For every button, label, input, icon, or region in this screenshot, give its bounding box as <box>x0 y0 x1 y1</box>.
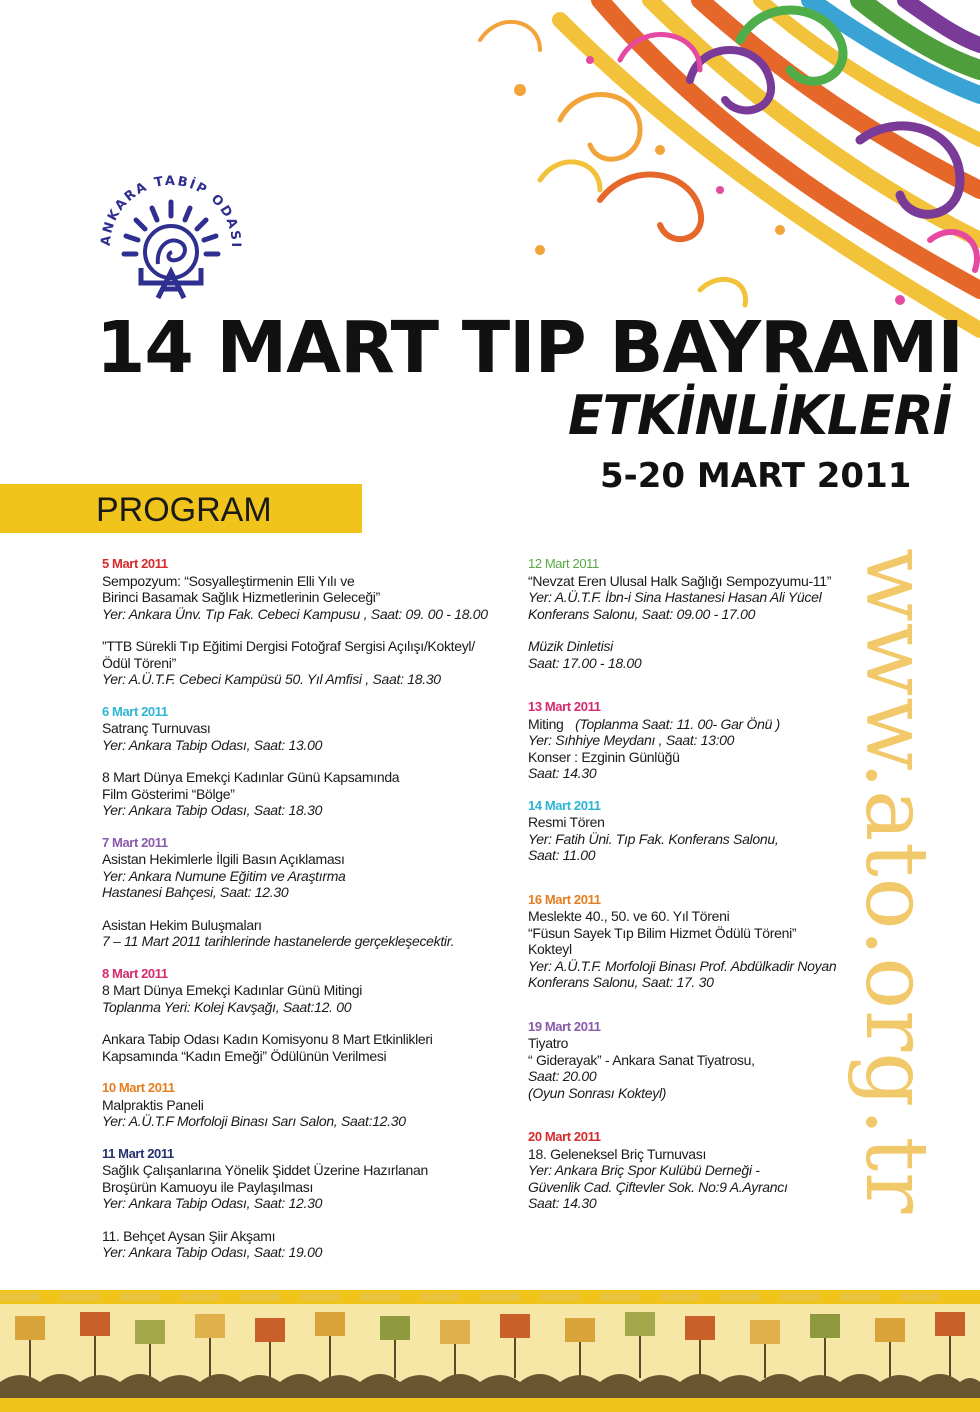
logo-text: ANKARA TABİP ODASI <box>98 173 244 250</box>
event-title: Meslekte 40., 50. ve 60. Yıl Töreni <box>528 908 730 924</box>
event-title: “Füsun Sayek Tıp Bilim Hizmet Ödülü Töreni” <box>528 924 797 941</box>
event-location: Güvenlik Cad. Çiftevler Sok. No:9 A.Ayrancı <box>528 1178 788 1195</box>
event-title: Kapsamında “Kadın Emeği” Ödülünün Verilmesi <box>102 1047 387 1064</box>
event-title: Müzik Dinletisi <box>528 638 613 654</box>
event-note: (Oyun Sonrası Kokteyl) <box>528 1084 667 1101</box>
day-block <box>528 798 858 864</box>
event-title: Broşürün Kamuoyu ile Paylaşılması <box>102 1178 314 1195</box>
event-location: Konferans Salonu, Saat: 09.00 - 17.00 <box>528 605 756 622</box>
event-title: 8 Mart Dünya Emekçi Kadınlar Günü Kapsamında <box>102 769 400 785</box>
event-note: (Toplanma Saat: 11. 00- Gar Önü ) <box>575 715 781 732</box>
schedule-left-column <box>102 556 522 1261</box>
day-date: 19 Mart 2011 <box>528 1018 601 1034</box>
program-heading: PROGRAM <box>96 491 272 529</box>
day-block <box>102 966 522 1065</box>
event-title: Kokteyl <box>528 941 572 957</box>
event-title: Konser : Ezginin Günlüğü <box>528 748 680 765</box>
event-title: 11. Behçet Aysan Şiir Akşamı <box>102 1227 276 1244</box>
event-title: 8 Mart Dünya Emekçi Kadınlar Günü Mitingi <box>102 982 363 998</box>
day-block <box>528 556 858 671</box>
day-block <box>528 892 858 991</box>
event-location: Yer: A.Ü.T.F. Morfoloji Binası Prof. Abdülkadir Noyan <box>528 957 837 974</box>
day-date: 8 Mart 2011 <box>102 965 168 981</box>
day-date: 13 Mart 2011 <box>528 699 601 714</box>
event-title: Tiyatro <box>528 1035 569 1051</box>
day-date: 10 Mart 2011 <box>102 1080 175 1095</box>
page-title: 14 MART TIP BAYRAMI <box>96 306 963 389</box>
event-title: Asistan Hekim Buluşmaları <box>102 916 262 933</box>
event-location: Konferans Salonu, Saat: 17. 30 <box>528 974 714 990</box>
event-location: Hastanesi Bahçesi, Saat: 12.30 <box>102 884 289 900</box>
event-location: Yer: Ankara Tabip Odası, Saat: 13.00 <box>102 736 323 753</box>
event-location: Yer: Ankara Briç Spor Kulübü Derneği - <box>528 1162 760 1178</box>
event-location: Yer: Fatih Üni. Tıp Fak. Konferans Salonu, <box>528 830 779 847</box>
event-location: Yer: Sıhhiye Meydanı , Saat: 13:00 <box>528 732 735 748</box>
day-block <box>102 556 522 688</box>
event-title: ”TTB Sürekli Tıp Eğitimi Dergisi Fotoğraf Sergisi Açılışı/Kokteyl/ <box>102 638 475 654</box>
day-block <box>528 699 858 782</box>
day-date: 16 Mart 2011 <box>528 891 601 907</box>
event-time: Saat: 17.00 - 18.00 <box>528 654 642 671</box>
day-date: 14 Mart 2011 <box>528 797 601 813</box>
day-date: 12 Mart 2011 <box>528 556 599 571</box>
event-title: “Nevzat Eren Ulusal Halk Sağlığı Sempozyumu-11” <box>528 572 832 589</box>
event-title: Satranç Turnuvası <box>102 720 211 736</box>
event-location: Yer: Ankara Tabip Odası, Saat: 18.30 <box>102 802 323 818</box>
day-date: 6 Mart 2011 <box>102 703 168 719</box>
event-title: Ankara Tabip Odası Kadın Komisyonu 8 Mart Etkinlikleri <box>102 1031 433 1047</box>
event-location: Yer: Ankara Tabip Odası, Saat: 12.30 <box>102 1195 323 1211</box>
event-location: Yer: A.Ü.T.F. İbn-i Sina Hastanesi Hasan Ali Yücel <box>528 589 822 605</box>
event-location: Yer: Ankara Tabip Odası, Saat: 19.00 <box>102 1244 323 1260</box>
day-block <box>528 1019 858 1102</box>
event-title: Malpraktis Paneli <box>102 1096 204 1113</box>
day-date: 7 Mart 2011 <box>102 834 168 850</box>
event-title: Asistan Hekimlerle İlgili Basın Açıklaması <box>102 851 345 867</box>
footer-crowd-band <box>0 1290 980 1412</box>
day-date: 5 Mart 2011 <box>102 556 168 571</box>
event-note: 7 – 11 Mart 2011 tarihlerinde hastanelerde gerçekleşecektir. <box>102 933 455 949</box>
day-date: 20 Mart 2011 <box>528 1129 601 1144</box>
event-location: Yer: A.Ü.T.F. Cebeci Kampüsü 50. Yıl Amfisi , Saat: 18.30 <box>102 671 441 687</box>
event-title: Film Gösterimi “Bölge” <box>102 785 235 802</box>
schedule-right-column <box>528 556 858 1212</box>
event-location: Toplanma Yeri: Kolej Kavşağı, Saat:12. 00 <box>102 998 352 1015</box>
event-time: Saat: 20.00 <box>528 1068 597 1084</box>
event-title: Resmi Tören <box>528 814 605 830</box>
day-block <box>528 1129 858 1212</box>
event-title: Miting <box>528 715 564 732</box>
event-title: Ödül Töreni” <box>102 654 176 671</box>
event-time: Saat: 11.00 <box>528 847 596 863</box>
event-title: “ Giderayak” - Ankara Sanat Tiyatrosu, <box>528 1051 755 1068</box>
event-location: Yer: Ankara Ünv. Tıp Fak. Cebeci Kampusu , Saat: 09. 00 - 18.00 <box>102 605 488 622</box>
event-date-range: 5-20 MART 2011 <box>600 456 912 496</box>
event-time: Saat: 14.30 <box>528 1195 597 1211</box>
day-block <box>102 835 522 950</box>
website-url: www.ato.org.tr <box>846 548 946 1215</box>
day-block <box>102 1146 522 1261</box>
event-title-line <box>528 716 858 733</box>
event-title: Sağlık Çalışanlarına Yönelik Şiddet Üzerine Hazırlanan <box>102 1162 428 1178</box>
event-title: 18. Geleneksel Briç Turnuvası <box>528 1145 707 1162</box>
event-location: Yer: A.Ü.T.F Morfoloji Binası Sarı Salon, Saat:12.30 <box>102 1113 406 1129</box>
day-date: 11 Mart 2011 <box>102 1145 174 1161</box>
page-subtitle: ETKİNLİKLERİ <box>568 384 951 448</box>
event-time: Saat: 14.30 <box>528 765 597 781</box>
ankara-tabip-odasi-logo <box>96 168 246 303</box>
day-block <box>102 704 522 819</box>
event-title: Birinci Basamak Sağlık Hizmetlerinin Geleceği” <box>102 589 380 605</box>
event-title: Sempozyum: “Sosyalleştirmenin Elli Yılı ve <box>102 572 355 589</box>
day-block <box>102 1080 522 1130</box>
event-location: Yer: Ankara Numune Eğitim ve Araştırma <box>102 867 346 884</box>
